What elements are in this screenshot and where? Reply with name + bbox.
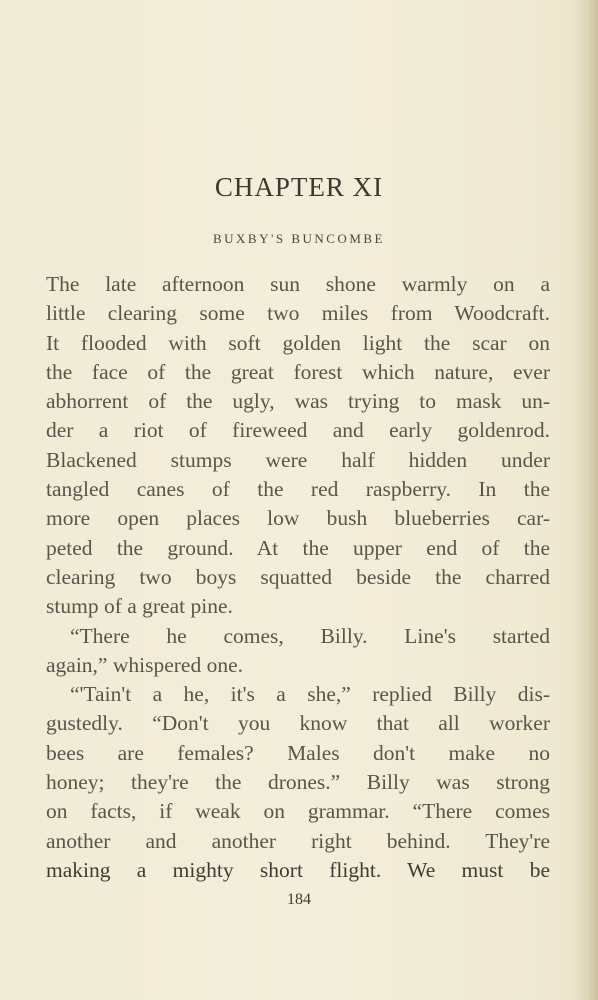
text-line: The late afternoon sun shone warmly on a: [46, 272, 550, 296]
page-number: 184: [287, 891, 311, 908]
text-line: “There he comes, Billy. Line's started: [70, 623, 550, 648]
text-line: It flooded with soft golden light the scar on: [46, 330, 550, 355]
text-line: gustedly. “Don't you know that all worker: [46, 711, 550, 736]
text-line: Blackened stumps were half hidden under: [46, 447, 550, 472]
text-line: stump of a great pine.: [46, 594, 233, 619]
chapter-title: CHAPTER XI: [214, 172, 384, 202]
text-line: abhorrent of the ugly, was trying to mask un-: [46, 389, 550, 414]
text-line: again,” whispered one.: [46, 652, 244, 677]
text-line: another and another right behind. They're: [46, 828, 550, 853]
text-line: honey; they're the drones.” Billy was strong: [46, 770, 550, 795]
text-line: little clearing some two miles from Woodcraft.: [46, 301, 550, 326]
page-edge-shadow: [574, 0, 598, 1000]
text-line: bees are females? Males don't make no: [46, 740, 550, 765]
text-line: der a riot of fireweed and early goldenrod.: [46, 418, 550, 443]
body-text: [46, 270, 550, 885]
text-line: peted the ground. At the upper end of the: [46, 535, 550, 560]
text-line: clearing two boys squatted beside the charred: [46, 564, 550, 589]
text-line: more open places low bush blueberries car-: [46, 506, 550, 531]
text-line: making a mighty short flight. We must be: [46, 857, 550, 882]
text-line: the face of the great forest which nature, ever: [46, 359, 550, 384]
text-line: tangled canes of the red raspberry. In the: [46, 477, 550, 502]
chapter-subtitle: BUXBY'S BUNCOMBE: [212, 231, 385, 246]
text-line: “'Tain't a he, it's a she,” replied Billy dis-: [70, 682, 550, 707]
text-line: on facts, if weak on grammar. “There comes: [46, 799, 550, 824]
